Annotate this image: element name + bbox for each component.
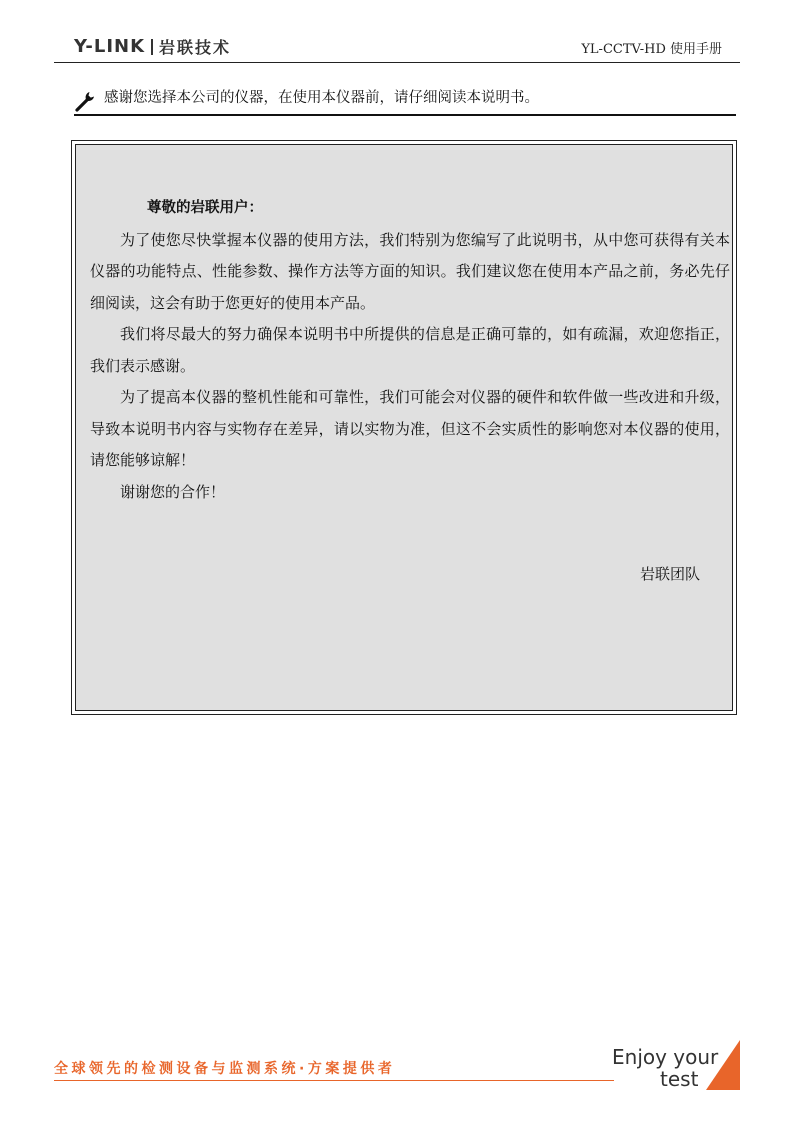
letter-body: [90, 193, 730, 508]
letter-box: [75, 144, 733, 711]
corner-triangle-icon: [706, 1040, 740, 1090]
logo-divider: [151, 39, 153, 55]
paragraph: 为了提高本仪器的整机性能和可靠性，我们可能会对仪器的硬件和软件做一些改进和升级，导致本说明书内容与实物存在差异，请以实物为准，但这不会实质性的影响您对本仪器的使用，请您能够谅解！: [90, 388, 730, 469]
company-logo: [74, 35, 231, 58]
paragraph: 为了使您尽快掌握本仪器的使用方法，我们特别为您编写了此说明书，从中您可获得有关本仪器的功能特点、性能参数、操作方法等方面的知识。我们建议您在使用本产品之前，务必先仔细阅读，这会有助于您更好的使用本产品。: [90, 230, 730, 312]
wrench-icon: [74, 88, 98, 112]
paragraph: 谢谢您的合作！: [120, 482, 226, 501]
letter-frame: [71, 140, 737, 715]
document-title: YL-CCTV-HD 使用手册: [581, 42, 722, 57]
signature: 岩联团队: [639, 565, 700, 583]
tagline-line-2: test: [660, 1067, 699, 1091]
greeting: 尊敬的岩联用户：: [147, 200, 263, 216]
page-header: [54, 30, 740, 63]
footer-divider: [54, 1080, 614, 1081]
reading-notice: [74, 80, 736, 116]
paragraph: 我们将尽最大的努力确保本说明书中所提供的信息是正确可靠的，如有疏漏，欢迎您指正，我们表示感谢。: [90, 325, 730, 375]
logo-chinese: 岩联技术: [159, 38, 232, 57]
notice-text: 感谢您选择本公司的仪器，在使用本仪器前，请仔细阅读本说明书。: [104, 90, 539, 106]
tagline-line-1: Enjoy your: [612, 1045, 719, 1069]
logo-english: Y-LINK: [74, 36, 146, 57]
footer-slogan: 全球领先的检测设备与监测系统·方案提供者: [54, 1061, 396, 1077]
